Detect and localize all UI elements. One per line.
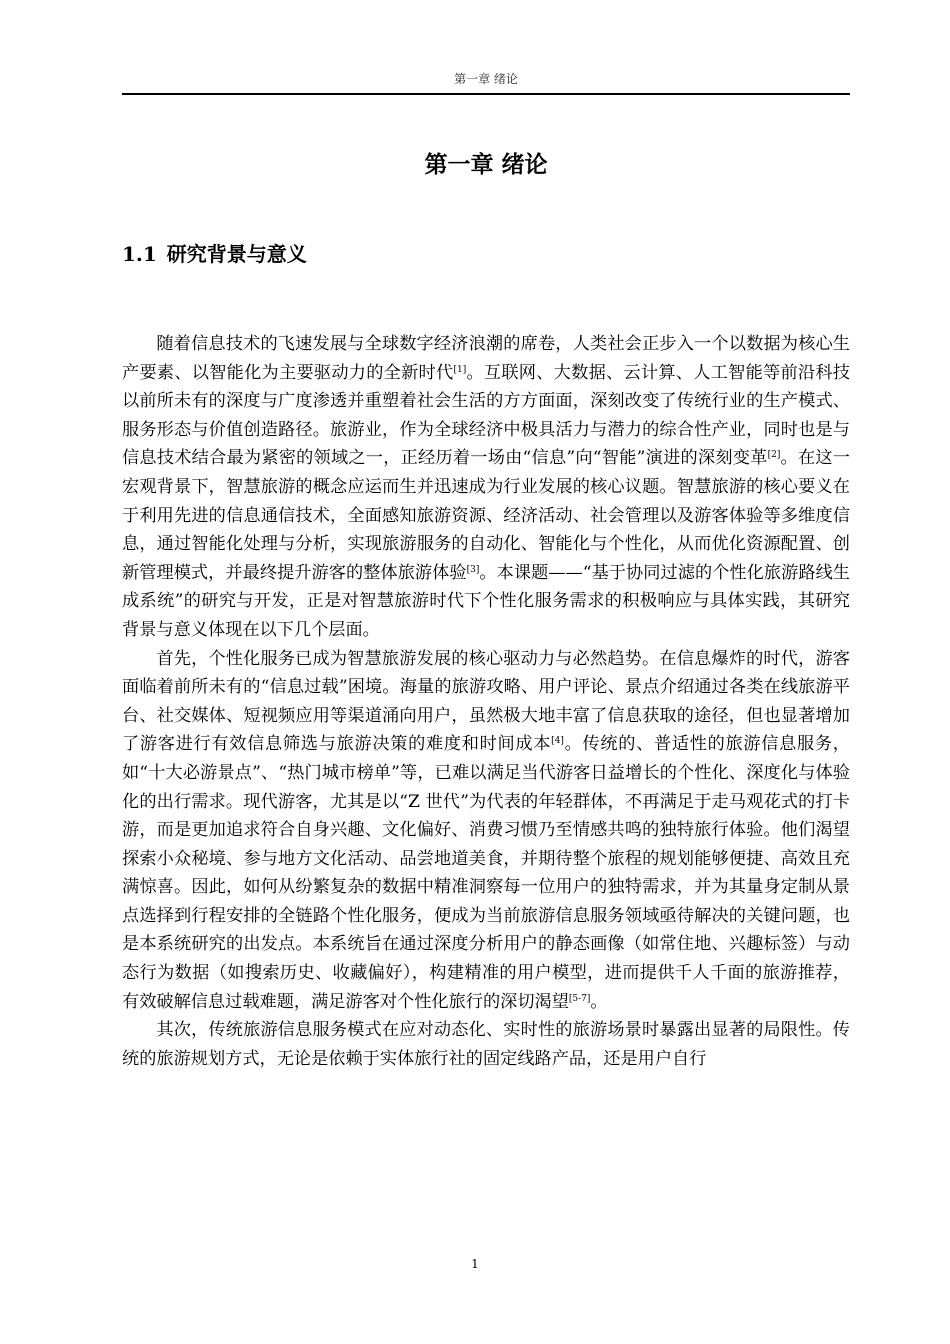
paragraph-text: 。本课题——“基于协同过滤的个性化旅游路线生成系统”的研究与开发，正是对智慧旅游时代下个性化服务需求的积极响应与具体实践，其研究背景与意义体现在以下几个层面。 xyxy=(122,562,850,640)
paragraph-text: 。在这一宏观背景下，智慧旅游的概念应运而生并迅速成为行业发展的核心议题。智慧旅游的核心要义在于利用先进的信息通信技术，全面感知旅游资源、经济活动、社会管理以及游客体验等多维度信息，通过智能化处理与分析，实现旅游服务的自动化、智能化与个性化，从而优化资源配置、创新管理模式，并最终提升游客的整体旅游体验 xyxy=(122,448,850,583)
paragraph-text: 。 xyxy=(590,991,608,1012)
citation-ref[interactable]: [1] xyxy=(453,364,467,375)
citation-ref[interactable]: [5-7] xyxy=(568,993,591,1004)
section-title xyxy=(122,238,307,267)
paragraph-1 xyxy=(122,330,850,645)
paragraph-2 xyxy=(122,645,850,1017)
paragraph-text: 其次，传统旅游信息服务模式在应对动态化、实时性的旅游场景时暴露出显著的局限性。传统的旅游规划方式，无论是依赖于实体旅行社的固定线路产品，还是用户自行 xyxy=(122,1020,850,1069)
paragraph-text: 随着信息技术的飞速发展与全球数字经济浪潮的席卷，人类社会正步入一个以数据为核心生产要素、以智能化为主要驱动力的全新时代 xyxy=(122,334,850,383)
section-heading-text: 研究背景与意义 xyxy=(166,242,307,266)
citation-ref[interactable]: [4] xyxy=(551,736,564,747)
chapter-title: 第一章 绪论 xyxy=(424,151,548,178)
running-header: 第一章 绪论 xyxy=(454,72,518,86)
page-number: 1 xyxy=(471,1257,479,1271)
paragraph-text: 。互联网、大数据、云计算、人工智能等前沿科技以前所未有的深度与广度渗透并重塑着社会生活的方方面面，深刻改变了传统行业的生产模式、服务形态与价值创造路径。旅游业，作为全球经济中极具活力与潜力的综合性产业，同时也是与信息技术结合最为紧密的领域之一，正经历着一场由“信息”向“智能”演进的深刻变革 xyxy=(122,362,850,469)
paragraph-3 xyxy=(122,1016,850,1073)
citation-ref[interactable]: [2] xyxy=(767,450,781,461)
section-number: 1.1 xyxy=(122,242,157,266)
citation-ref[interactable]: [3] xyxy=(466,564,480,575)
header-rule xyxy=(122,93,850,95)
body-text xyxy=(122,330,850,1073)
paragraph-text: 。传统的、普适性的旅游信息服务，如“十大必游景点”、“热门城市榜单”等，已难以满足当代游客日益增长的个性化、深度化与体验化的出行需求。现代游客，尤其是以“Z 世代”为代表的年轻群体，不再满足于走马观花式的打卡游，而是更加追求符合自身兴趣、文化偏好、消费习惯乃至情感共鸣的独特旅行体验。他们渴望探索小众秘境、参与地方文化活动、品尝地道美食，并期待整个旅程的规划能够便捷、高效且充满惊喜。因此，如何从纷繁复杂的数据中精准洞察每一位用户的独特需求，并为其量身定制从景点选择到行程安排的全链路个性化服务，便成为当前旅游信息服务领域亟待解决的关键问题，也是本系统研究的出发点。本系统旨在通过深度分析用户的静态画像（如常住地、兴趣标签）与动态行为数据（如搜索历史、收藏偏好），构建精准的用户模型，进而提供千人千面的旅游推荐，有效破解信息过载难题，满足游客对个性化旅行的深切渴望 xyxy=(122,734,850,1012)
paragraph-text: 首先，个性化服务已成为智慧旅游发展的核心驱动力与必然趋势。在信息爆炸的时代，游客面临着前所未有的“信息过载”困境。海量的旅游攻略、用户评论、景点介绍通过各类在线旅游平台、社交媒体、短视频应用等渠道涌向用户，虽然极大地丰富了信息获取的途径，但也显著增加了游客进行有效信息筛选与旅游决策的难度和时间成本 xyxy=(122,648,850,755)
